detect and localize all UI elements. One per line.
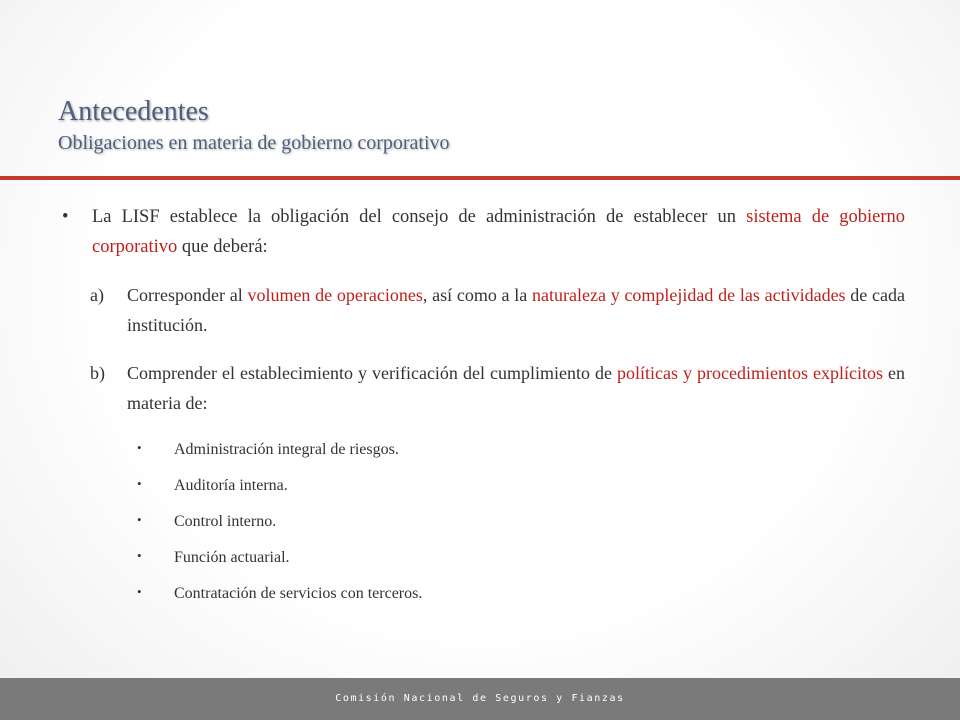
slide-body bbox=[60, 202, 905, 612]
bullet-icon: • bbox=[62, 207, 69, 227]
list-item-text: Función actuarial. bbox=[174, 549, 290, 566]
paragraph-text: que deberá: bbox=[177, 237, 268, 257]
slide-header bbox=[58, 96, 450, 156]
item-text: Corresponder al bbox=[127, 285, 248, 305]
item-highlight: volumen de operaciones bbox=[247, 285, 423, 305]
list-item bbox=[137, 468, 905, 504]
list-item-text: Contratación de servicios con terceros. bbox=[174, 585, 423, 602]
slide-title: Antecedentes bbox=[58, 96, 209, 127]
list-item bbox=[137, 504, 905, 540]
footer-text: Comisión Nacional de Seguros y Fianzas bbox=[335, 693, 625, 704]
footer-bar bbox=[0, 678, 960, 720]
list-marker-b: b) bbox=[90, 363, 105, 383]
list-marker-a: a) bbox=[90, 285, 104, 305]
sub-bullet-list bbox=[60, 432, 905, 612]
list-item bbox=[137, 576, 905, 612]
list-item bbox=[137, 540, 905, 576]
list-item-a bbox=[60, 280, 905, 340]
main-bullet-paragraph bbox=[60, 202, 905, 262]
header-divider bbox=[0, 176, 960, 180]
item-text: de cada institución. bbox=[127, 285, 905, 335]
bullet-icon: • bbox=[137, 512, 142, 527]
bullet-icon: • bbox=[137, 548, 142, 563]
item-text: , así como a la bbox=[422, 285, 533, 305]
list-item-text: Administración integral de riesgos. bbox=[174, 441, 399, 458]
list-item-b bbox=[60, 358, 905, 418]
list-item bbox=[137, 432, 905, 468]
slide-subtitle: Obligaciones en materia de gobierno corporativo bbox=[58, 132, 450, 154]
item-text: Comprender el establecimiento y verificación del cumplimiento de bbox=[127, 363, 617, 383]
bullet-icon: • bbox=[137, 476, 142, 491]
item-highlight: políticas y procedimientos explícitos bbox=[616, 363, 883, 383]
bullet-icon: • bbox=[137, 584, 142, 599]
list-item-text: Control interno. bbox=[174, 513, 277, 530]
item-highlight: naturaleza y complejidad de las actividades bbox=[532, 285, 846, 305]
list-item-text: Auditoría interna. bbox=[174, 477, 288, 494]
item-text: en materia de: bbox=[127, 363, 905, 413]
paragraph-highlight: sistema de gobierno corporativo bbox=[92, 207, 906, 257]
paragraph-text: La LISF establece la obligación del consejo de administración de establecer un bbox=[92, 207, 747, 227]
bullet-icon: • bbox=[137, 440, 142, 455]
